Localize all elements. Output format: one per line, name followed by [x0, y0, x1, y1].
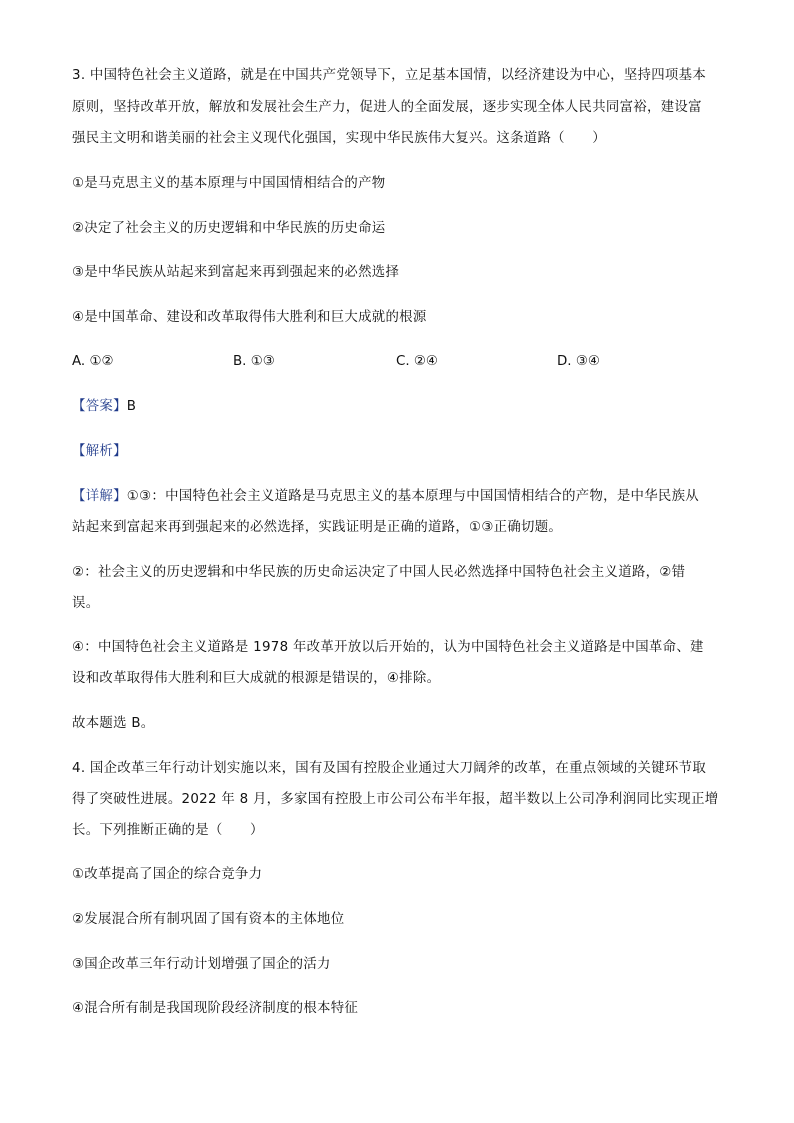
q4-statement-4: ④混合所有制是我国现阶段经济制度的根本特征	[72, 1001, 359, 1016]
answer-value: B	[126, 399, 137, 414]
q3-option-c: C. ②④	[396, 354, 438, 369]
q4-stem-line-1: 4. 国企改革三年行动计划实施以来，国有及国有控股企业通过大刀阔斧的改革，在重点领域的关键环节取	[72, 761, 707, 776]
q3-option-a: A. ①②	[72, 354, 114, 369]
q4-statement-3: ③国企改革三年行动计划增强了国企的活力	[72, 957, 331, 972]
analysis-tag: 【解析】	[72, 444, 127, 459]
q3-stem-line-3: 强民主文明和谐美丽的社会主义现代化强国，实现中华民族伟大复兴。这条道路（ ）	[72, 131, 606, 146]
q4-statement-2: ②发展混合所有制巩固了国有资本的主体地位	[72, 912, 345, 927]
q3-statement-1: ①是马克思主义的基本原理与中国国情相结合的产物	[72, 176, 386, 191]
q3-statement-3: ③是中华民族从站起来到富起来再到强起来的必然选择	[72, 265, 400, 280]
answer-tag: 【答案】	[72, 399, 127, 414]
q3-note2-line-1: ②：社会主义的历史逻辑和中华民族的历史命运决定了中国人民必然选择中国特色社会主义道路，②错	[72, 565, 686, 580]
q3-option-d: D. ③④	[557, 354, 600, 369]
q3-answer	[72, 397, 732, 417]
q3-note4-line-1: ④：中国特色社会主义道路是 1978 年改革开放以后开始的，认为中国特色社会主义道路是中国革命、建	[72, 640, 704, 655]
q3-note2-line-2: 误。	[72, 596, 100, 611]
q4-statement-1: ①改革提高了国企的综合竞争力	[72, 867, 263, 882]
q3-detail-line-2: 站起来到富起来再到强起来的必然选择，实践证明是正确的道路，①③正确切题。	[72, 520, 563, 535]
q3-option-b: B. ①③	[233, 354, 275, 369]
q3-analysis-heading	[72, 442, 732, 462]
q3-stem-line-1: 3. 中国特色社会主义道路，就是在中国共产党领导下，立足基本国情，以经济建设为中心，坚持四项基本	[72, 68, 707, 83]
detail-text-1: ①③：中国特色社会主义道路是马克思主义的基本原理与中国国情相结合的产物，是中华民族从	[126, 489, 699, 504]
q3-statement-4: ④是中国革命、建设和改革取得伟大胜利和巨大成就的根源	[72, 310, 427, 325]
q3-statement-2: ②决定了社会主义的历史逻辑和中华民族的历史命运	[72, 221, 386, 236]
detail-tag: 【详解】	[72, 489, 127, 504]
q4-stem-line-3: 长。下列推断正确的是（ ）	[72, 823, 264, 838]
q3-detail-line-1	[72, 487, 732, 507]
q3-note4-line-2: 设和改革取得伟大胜利和巨大成就的根源是错误的，④排除。	[72, 671, 441, 686]
q3-stem-line-2: 原则，坚持改革开放，解放和发展社会生产力，促进人的全面发展，逐步实现全体人民共同富裕，建设富	[72, 100, 702, 115]
q3-conclusion: 故本题选 B。	[72, 716, 155, 731]
q4-stem-line-2: 得了突破性进展。2022 年 8 月，多家国有控股上市公司公布半年报，超半数以上公司净利润同比实现正增	[72, 792, 719, 807]
